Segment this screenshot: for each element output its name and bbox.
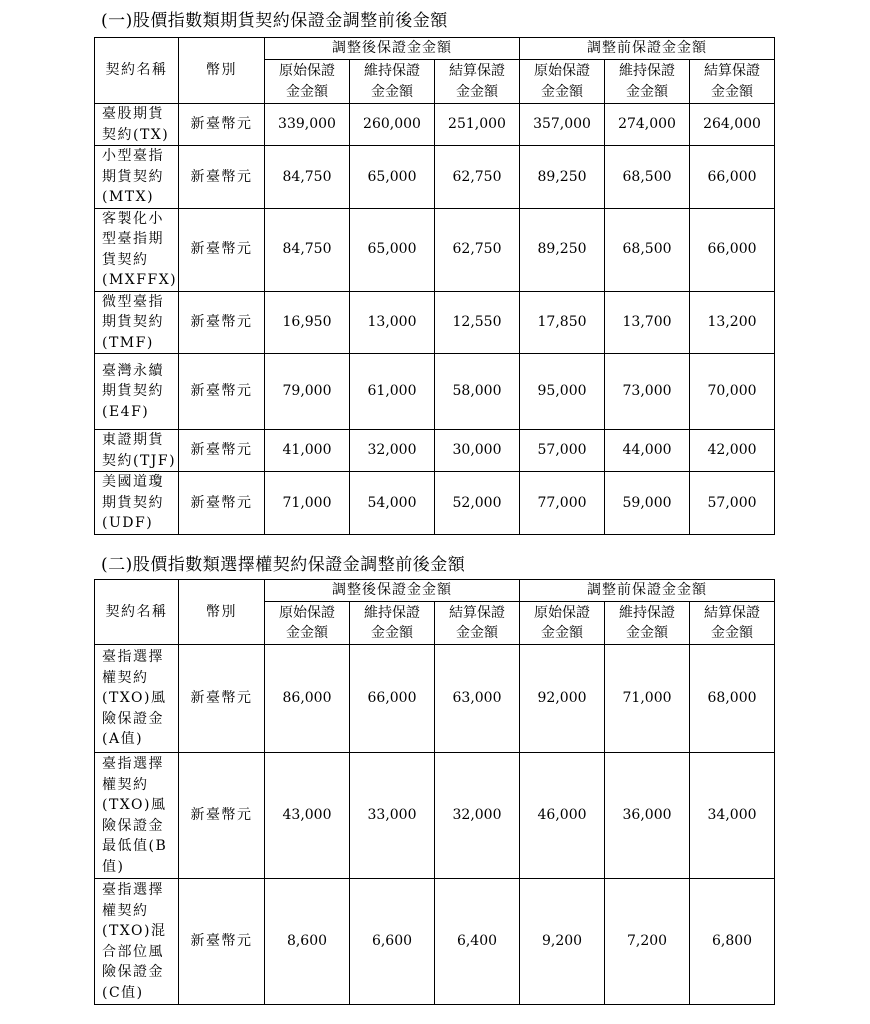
header-currency: 幣別 [179,580,265,645]
contract-name-line: 合部位風 [102,943,164,960]
contract-name-line: 微型臺指 [102,293,164,310]
before-maintenance-margin-cell: 68,500 [605,208,690,291]
options-table-body [95,645,775,1005]
contract-name-line: 險保證金 [102,817,164,834]
after-initial-margin-cell: 84,750 [265,146,350,209]
contract-name-cell [95,472,179,535]
table-row [95,430,775,472]
contract-name-line: (TXO)混 [102,923,167,939]
after-settlement-margin-cell: 63,000 [435,645,520,753]
contract-name-cell [95,146,179,209]
contract-name-line: (A值) [102,731,144,748]
contract-name-cell [95,430,179,472]
contract-name-cell [95,645,179,753]
contract-name-cell [95,208,179,291]
after-maintenance-margin-cell: 65,000 [350,146,435,209]
before-initial-margin-cell: 9,200 [520,879,605,1005]
table-row [95,472,775,535]
after-maintenance-margin-cell: 65,000 [350,208,435,291]
before-settlement-margin-cell: 42,000 [690,430,775,472]
before-initial-margin-cell: 46,000 [520,753,605,879]
table-row [95,753,775,879]
after-settlement-margin-cell: 52,000 [435,472,520,535]
currency-cell: 新臺幣元 [179,354,265,430]
futures-margin-table [94,37,775,535]
header-contract-name: 契約名稱 [95,38,179,104]
before-settlement-margin-cell: 34,000 [690,753,775,879]
table-row [95,354,775,430]
table-row [95,879,775,1005]
after-settlement-margin-cell: 32,000 [435,753,520,879]
header-maintenance-margin: 維持保證 金金額 [350,602,435,645]
contract-name-line: 險保證金 [102,964,164,980]
after-settlement-margin-cell: 62,750 [435,208,520,291]
header-settlement-margin: 結算保證 金金額 [690,60,775,104]
after-initial-margin-cell: 79,000 [265,354,350,430]
before-initial-margin-cell: 77,000 [520,472,605,535]
section1-title: (一)股價指數類期貨契約保證金調整前後金額 [101,11,448,31]
contract-name-line: 權契約 [102,902,149,919]
after-settlement-margin-cell: 251,000 [435,104,520,146]
contract-name-line: 貨契約 [102,251,149,268]
contract-name-cell [95,753,179,879]
before-initial-margin-cell: 92,000 [520,645,605,753]
header-before-adjustment: 調整前保證金金額 [520,38,775,60]
after-initial-margin-cell: 41,000 [265,430,350,472]
contract-name-line: 臺灣永續 [102,362,164,379]
before-maintenance-margin-cell: 7,200 [605,879,690,1005]
header-initial-margin: 原始保證 金金額 [520,602,605,645]
after-initial-margin-cell: 339,000 [265,104,350,146]
currency-cell: 新臺幣元 [179,472,265,535]
before-settlement-margin-cell: 68,000 [690,645,775,753]
header-settlement-margin: 結算保證 金金額 [435,602,520,645]
before-maintenance-margin-cell: 44,000 [605,430,690,472]
contract-name-line: 臺指選擇 [102,882,164,898]
after-maintenance-margin-cell: 6,600 [350,879,435,1005]
futures-table-body [95,104,775,535]
contract-name-line: 臺指選擇 [102,649,164,666]
header-maintenance-margin: 維持保證 金金額 [605,60,690,104]
currency-cell: 新臺幣元 [179,879,265,1005]
options-margin-table [94,579,775,1005]
before-maintenance-margin-cell: 73,000 [605,354,690,430]
header-maintenance-margin: 維持保證 金金額 [605,602,690,645]
contract-name-line: (E4F) [102,403,150,420]
currency-cell: 新臺幣元 [179,753,265,879]
after-settlement-margin-cell: 62,750 [435,146,520,209]
contract-name-line: 臺指選擇 [102,756,164,772]
after-maintenance-margin-cell: 32,000 [350,430,435,472]
before-maintenance-margin-cell: 68,500 [605,146,690,209]
before-settlement-margin-cell: 57,000 [690,472,775,535]
contract-name-line: 期貨契約 [102,314,164,330]
before-settlement-margin-cell: 70,000 [690,354,775,430]
contract-name-line: 期貨契約 [102,383,164,400]
table-row [95,208,775,291]
before-maintenance-margin-cell: 274,000 [605,104,690,146]
header-maintenance-margin: 維持保證 金金額 [350,60,435,104]
contract-name-line: 型臺指期 [102,231,164,247]
contract-name-line: (MXFFX) [102,272,178,288]
after-maintenance-margin-cell: 54,000 [350,472,435,535]
contract-name-line: 權契約 [102,669,149,686]
after-initial-margin-cell: 84,750 [265,208,350,291]
contract-name-line: 期貨契約 [102,494,164,511]
currency-cell: 新臺幣元 [179,146,265,209]
contract-name-line: (TMF) [102,334,154,351]
currency-cell: 新臺幣元 [179,645,265,753]
table-row [95,291,775,354]
after-settlement-margin-cell: 58,000 [435,354,520,430]
before-maintenance-margin-cell: 59,000 [605,472,690,535]
before-maintenance-margin-cell: 36,000 [605,753,690,879]
contract-name-line: 值) [102,858,125,875]
before-settlement-margin-cell: 66,000 [690,208,775,291]
before-maintenance-margin-cell: 71,000 [605,645,690,753]
header-initial-margin: 原始保證 金金額 [265,602,350,645]
before-initial-margin-cell: 57,000 [520,430,605,472]
after-settlement-margin-cell: 12,550 [435,291,520,354]
header-initial-margin: 原始保證 金金額 [520,60,605,104]
contract-name-line: (UDF) [102,515,154,531]
after-maintenance-margin-cell: 66,000 [350,645,435,753]
header-after-adjustment: 調整後保證金金額 [265,38,520,60]
contract-name-line: (TXO)風 [102,690,167,707]
header-settlement-margin: 結算保證 金金額 [690,602,775,645]
header-initial-margin: 原始保證 金金額 [265,60,350,104]
after-settlement-margin-cell: 6,400 [435,879,520,1005]
after-maintenance-margin-cell: 61,000 [350,354,435,430]
after-settlement-margin-cell: 30,000 [435,430,520,472]
table-row [95,645,775,753]
contract-name-line: 臺股期貨 [102,106,164,122]
before-settlement-margin-cell: 6,800 [690,879,775,1005]
before-settlement-margin-cell: 264,000 [690,104,775,146]
contract-name-line: 權契約 [102,776,149,793]
header-after-adjustment: 調整後保證金金額 [265,580,520,602]
before-initial-margin-cell: 89,250 [520,146,605,209]
after-initial-margin-cell: 86,000 [265,645,350,753]
before-settlement-margin-cell: 66,000 [690,146,775,209]
contract-name-line: 客製化小 [102,210,164,227]
currency-cell: 新臺幣元 [179,104,265,146]
before-maintenance-margin-cell: 13,700 [605,291,690,354]
currency-cell: 新臺幣元 [179,430,265,472]
contract-name-line: 契約(TJF) [102,452,177,469]
before-initial-margin-cell: 95,000 [520,354,605,430]
section2-title: (二)股價指數類選擇權契約保證金調整前後金額 [101,555,466,575]
after-maintenance-margin-cell: 260,000 [350,104,435,146]
contract-name-cell [95,291,179,354]
contract-name-line: 最低值(B [102,838,168,854]
after-maintenance-margin-cell: 13,000 [350,291,435,354]
after-initial-margin-cell: 43,000 [265,753,350,879]
currency-cell: 新臺幣元 [179,208,265,291]
header-settlement-margin: 結算保證 金金額 [435,60,520,104]
contract-name-line: 小型臺指 [102,148,164,164]
after-initial-margin-cell: 16,950 [265,291,350,354]
contract-name-line: 期貨契約 [102,168,164,185]
before-initial-margin-cell: 89,250 [520,208,605,291]
table-row [95,104,775,146]
after-maintenance-margin-cell: 33,000 [350,753,435,879]
contract-name-cell [95,354,179,430]
contract-name-line: 契約(TX) [102,126,170,143]
contract-name-line: (C值) [102,984,144,1001]
header-currency: 幣別 [179,38,265,104]
contract-name-line: (MTX) [102,189,155,205]
before-settlement-margin-cell: 13,200 [690,291,775,354]
after-initial-margin-cell: 8,600 [265,879,350,1005]
contract-name-cell [95,879,179,1005]
contract-name-cell [95,104,179,146]
header-contract-name: 契約名稱 [95,580,179,645]
contract-name-line: 東證期貨 [102,432,164,448]
after-initial-margin-cell: 71,000 [265,472,350,535]
before-initial-margin-cell: 17,850 [520,291,605,354]
currency-cell: 新臺幣元 [179,291,265,354]
contract-name-line: (TXO)風 [102,797,167,813]
table-row [95,146,775,209]
before-initial-margin-cell: 357,000 [520,104,605,146]
header-before-adjustment: 調整前保證金金額 [520,580,775,602]
contract-name-line: 險保證金 [102,710,164,727]
contract-name-line: 美國道瓊 [102,474,164,490]
